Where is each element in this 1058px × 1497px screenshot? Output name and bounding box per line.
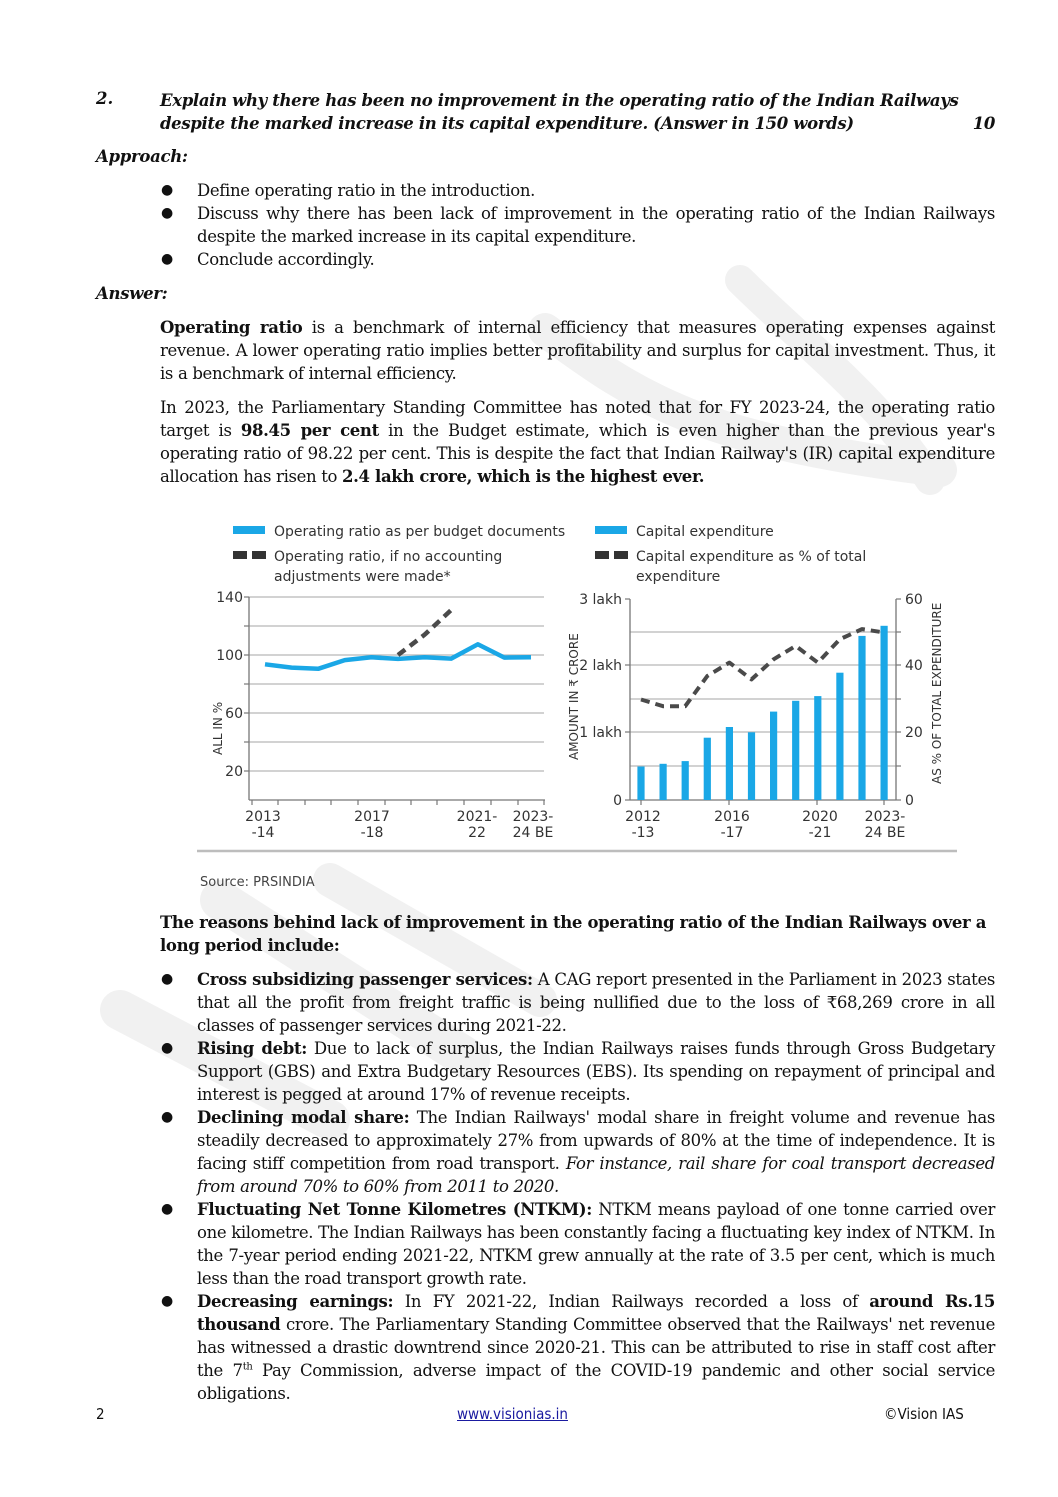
svg-text:2017: 2017 [354, 809, 390, 825]
bar [704, 738, 711, 800]
svg-text:2016: 2016 [714, 809, 750, 825]
legend-swatch-dashed [233, 551, 247, 559]
capital-expenditure-chart [567, 524, 944, 841]
reason-item: ● Declining modal share: The Indian Railways' modal share in freight volume and revenue has steadily decreased to approximately 27% from upwards of 80% at the time of independence. It is facing stiff competition from road transport. For instance, rail share for coal transport decreased from around 70% to 60% from 2011 to 2020. [161, 1108, 995, 1196]
svg-text:20: 20 [225, 764, 243, 780]
approach-item: ● Define operating ratio in the introduction. [161, 181, 536, 200]
bullet-icon: ● [161, 251, 173, 267]
svg-text:2023-: 2023- [512, 809, 554, 825]
y-axis-label: AMOUNT IN ₹ CRORE [567, 633, 581, 760]
legend-label: Operating ratio as per budget documents [274, 524, 566, 540]
operating-ratio-chart [211, 524, 565, 841]
y-axis-right-label: AS % OF TOTAL EXPENDITURE [930, 602, 944, 784]
reason-item: ● Cross subsidizing passenger services: A CAG report presented in the Parliament in 2023 states that all the profit from freight traffic is being nullified due to the loss of ₹68,269 crore in all classes of passenger services during 2021-22. [161, 970, 995, 1035]
svg-text:-17: -17 [720, 825, 744, 841]
bar [836, 673, 843, 800]
bar [814, 696, 821, 800]
question-marks: 10 [972, 114, 995, 133]
answer-para-2: In 2023, the Parliamentary Standing Committee has noted that for FY 2023-24, the operating ratio target is 98.45 per cent in the Budget estimate, which is even higher than the previous year's operating ratio of 98.22 per cent. This is despite the fact that Indian Railway's (IR) capital expenditure allocation has risen to 2.4 lakh crore, which is the highest ever. [160, 398, 995, 486]
approach-heading: Approach: [96, 147, 188, 166]
series-capital-expenditure [637, 626, 887, 800]
bar [881, 626, 888, 800]
answer-heading: Answer: [96, 284, 168, 303]
series-operating-ratio-no-adjustments [398, 610, 451, 655]
svg-text:2020: 2020 [802, 809, 838, 825]
legend-swatch-solid [233, 526, 265, 534]
bullet-icon: ● [161, 1109, 173, 1125]
svg-text:-14: -14 [251, 825, 275, 841]
reason-item: ● Rising debt: Due to lack of surplus, the Indian Railways raises funds through Gross Budgetary Support (GBS) and Extra Budgetary Resources (EBS). Its spending on repayment of principal and interest is pegged at around 17% of revenue receipts. [161, 1039, 995, 1104]
bar [792, 701, 799, 800]
legend-swatch-dashed [595, 551, 609, 559]
svg-text:3 lakh: 3 lakh [579, 592, 622, 608]
bar [748, 732, 755, 800]
series-capex-percent [641, 629, 884, 706]
bullet-icon: ● [161, 1201, 173, 1217]
svg-text:2012: 2012 [625, 809, 661, 825]
bullet-icon: ● [161, 1040, 173, 1056]
gridlines [630, 632, 896, 766]
svg-text:100: 100 [216, 648, 243, 664]
series-operating-ratio [265, 644, 531, 669]
svg-text:20: 20 [905, 725, 923, 741]
svg-text:0: 0 [613, 793, 622, 809]
bullet-icon: ● [161, 205, 173, 221]
svg-text:-18: -18 [360, 825, 384, 841]
svg-text:2013: 2013 [245, 809, 281, 825]
legend-label: expenditure [636, 569, 721, 585]
bullet-icon: ● [161, 1293, 173, 1309]
bar [682, 761, 689, 800]
svg-text:2023-: 2023- [864, 809, 906, 825]
website-link[interactable]: www.visionias.in [457, 1405, 568, 1423]
legend-label: adjustments were made* [274, 569, 451, 585]
legend-label: Operating ratio, if no accounting [274, 549, 503, 565]
bar [637, 767, 644, 801]
svg-text:40: 40 [905, 658, 923, 674]
svg-text:24 BE: 24 BE [512, 825, 554, 841]
figure-source: Source: PRSINDIA [200, 875, 315, 890]
svg-text:140: 140 [216, 590, 243, 606]
question-body: Explain why there has been no improvement in the operating ratio of the Indian Railways despite the marked increase in its capital expenditure. (Answer in 150 words) [160, 91, 959, 133]
approach-item: ● Conclude accordingly. [161, 250, 375, 269]
bullet-icon: ● [161, 182, 173, 198]
svg-text:24 BE: 24 BE [864, 825, 906, 841]
term-operating-ratio: Operating ratio [160, 318, 303, 337]
legend-label: Capital expenditure as % of total [636, 549, 867, 565]
svg-text:22: 22 [468, 825, 486, 841]
page-number: 2 [96, 1405, 105, 1423]
svg-text:0: 0 [905, 793, 914, 809]
copyright: ©Vision IAS [884, 1405, 964, 1423]
svg-text:2 lakh: 2 lakh [579, 658, 622, 674]
y-axis-label: ALL IN % [211, 701, 225, 755]
reason-item: ● Fluctuating Net Tonne Kilometres (NTKM): NTKM means payload of one tonne carried over one kilometre. The Indian Railways has been constantly facing a fluctuating key index of NTKM. In the 7-year period ending 2021-22, NTKM grew annually at the rate of 3.5 per cent, which is much less than the road transport growth rate. [161, 1200, 995, 1288]
question-number: 2. [96, 89, 114, 108]
bullet-icon: ● [161, 971, 173, 987]
reasons-heading: The reasons behind lack of improvement in the operating ratio of the Indian Railways over a long period include: [160, 913, 987, 955]
svg-text:60: 60 [225, 706, 243, 722]
svg-text:1 lakh: 1 lakh [579, 725, 622, 741]
svg-text:-21: -21 [808, 825, 832, 841]
gridlines [249, 597, 544, 771]
svg-text:2021-: 2021- [456, 809, 498, 825]
bar [726, 727, 733, 800]
legend-swatch-bar [595, 526, 627, 534]
svg-text:-13: -13 [631, 825, 655, 841]
reason-item: ● Decreasing earnings: In FY 2021-22, Indian Railways recorded a loss of around Rs.15 thousand crore. The Parliamentary Standing Committee observed that the Railways' net revenue has witnessed a drastic downtrend since 2020-21. This can be attributed to rise in staff cost after the 7th Pay Commission, adverse impact of the COVID-19 pandemic and other social service obligations. [161, 1292, 996, 1403]
svg-text:60: 60 [905, 592, 923, 608]
answer-para-1: Operating ratio is a benchmark of internal efficiency that measures operating expenses against revenue. A lower operating ratio implies better profitability and surplus for capital investment. Thus, it is a benchmark of internal efficiency. [160, 318, 995, 383]
bar [660, 764, 667, 800]
legend-label: Capital expenditure [636, 524, 774, 540]
bar [770, 712, 777, 800]
bar [858, 636, 865, 800]
approach-item: ● Discuss why there has been lack of improvement in the operating ratio of the Indian Railways despite the marked increase in its capital expenditure. [161, 204, 995, 246]
reasons-list [160, 968, 995, 1405]
